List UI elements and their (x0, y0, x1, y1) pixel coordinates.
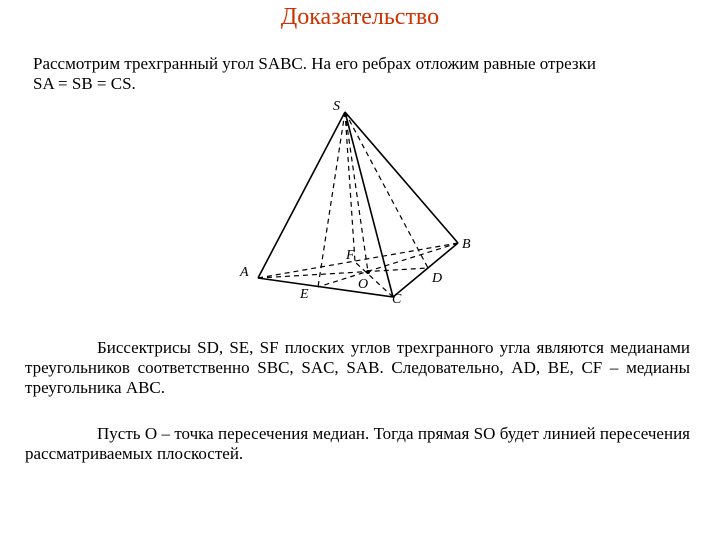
intersection-paragraph: Пусть O – точка пересечения медиан. Тогда прямая SO будет линией пересечения рассматриваемых плоскостей. (25, 424, 690, 463)
label-O: O (358, 277, 369, 292)
intro-line-1: Рассмотрим трехгранный угол SABC. На его ребрах отложим равные отрезки (33, 54, 597, 73)
edge-AB (258, 243, 458, 278)
median-AD (258, 268, 428, 278)
label-D: D (432, 271, 443, 286)
label-F: F (346, 248, 355, 263)
label-B: B (462, 237, 471, 252)
label-A: A (240, 265, 249, 280)
point-O (366, 270, 370, 274)
pyramid-figure (230, 92, 480, 307)
intro-line-2: SA = SB = CS. (33, 74, 136, 93)
segment-SF (345, 112, 355, 262)
segment-SD (345, 112, 428, 268)
bisectors-paragraph: Биссектрисы SD, SE, SF плоских углов трехгранного угла являются медианами треугольников соответственно SBC, SAC, SAB. Следовательно, AD, BE, CF – медианы треугольника ABC. (25, 338, 690, 397)
label-S: S (333, 99, 340, 114)
slide-title: Доказательство (280, 4, 440, 30)
edge-AC (258, 278, 393, 297)
intro-paragraph (33, 54, 703, 94)
label-C: C (392, 292, 402, 307)
label-E: E (300, 287, 309, 302)
